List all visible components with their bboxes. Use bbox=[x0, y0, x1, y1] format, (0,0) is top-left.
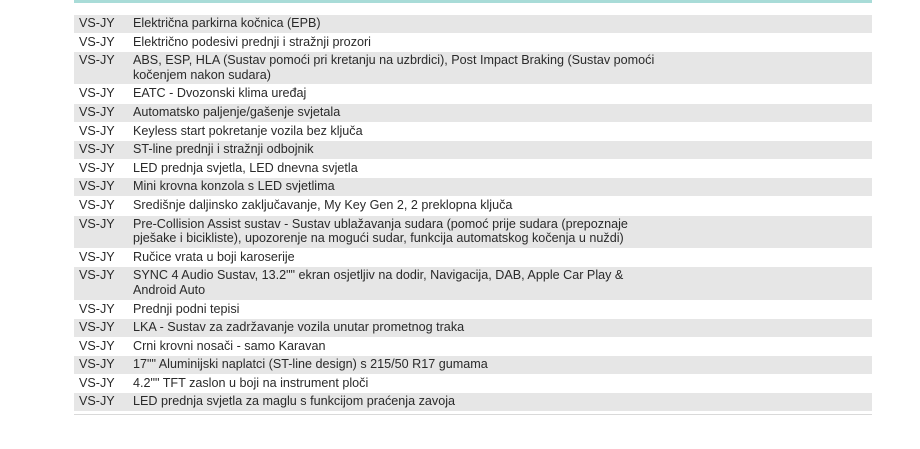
row-description: Mini krovna konzola s LED svjetlima bbox=[131, 178, 872, 197]
row-description: Središnje daljinsko zaključavanje, My Key Gen 2, 2 preklopna ključa bbox=[131, 196, 872, 215]
row-description: EATC - Dvozonski klima uređaj bbox=[131, 85, 872, 104]
row-code: VS-JY bbox=[74, 141, 131, 160]
row-code: VS-JY bbox=[74, 33, 131, 52]
row-code: VS-JY bbox=[74, 159, 131, 178]
row-code: VS-JY bbox=[74, 103, 131, 122]
row-description: Pre-Collision Assist sustav - Sustav ublažavanja sudara (pomoć prije sudara (prepoznaje pješake i bicikliste), upozorenje na mogući sudar, funkcija automatskog kočenja u nuždi) bbox=[131, 215, 872, 248]
row-code: VS-JY bbox=[74, 337, 131, 356]
table-row bbox=[74, 122, 872, 141]
row-code: VS-JY bbox=[74, 300, 131, 319]
table-row bbox=[74, 85, 872, 104]
table-row bbox=[74, 141, 872, 160]
row-code: VS-JY bbox=[74, 267, 131, 300]
row-description: Električno podesivi prednji i stražnji prozori bbox=[131, 33, 872, 52]
table-row bbox=[74, 248, 872, 267]
table-row bbox=[74, 15, 872, 33]
row-description: Automatsko paljenje/gašenje svjetala bbox=[131, 103, 872, 122]
table-row bbox=[74, 393, 872, 412]
row-code: VS-JY bbox=[74, 178, 131, 197]
row-code: VS-JY bbox=[74, 85, 131, 104]
row-description: Ručice vrata u boji karoserije bbox=[131, 248, 872, 267]
row-code: VS-JY bbox=[74, 52, 131, 85]
table-row bbox=[74, 319, 872, 338]
row-description: 4.2"" TFT zaslon u boji na instrument ploči bbox=[131, 374, 872, 393]
row-description: ABS, ESP, HLA (Sustav pomoći pri kretanju na uzbrdici), Post Impact Braking (Sustav pomoći kočenjem nakon sudara) bbox=[131, 52, 872, 85]
table-row bbox=[74, 103, 872, 122]
equipment-table bbox=[74, 15, 872, 412]
table-row bbox=[74, 52, 872, 85]
row-code: VS-JY bbox=[74, 393, 131, 412]
row-description: LED prednja svjetla za maglu s funkcijom praćenja zavoja bbox=[131, 393, 872, 412]
row-code: VS-JY bbox=[74, 374, 131, 393]
row-description: Prednji podni tepisi bbox=[131, 300, 872, 319]
table-row bbox=[74, 356, 872, 375]
spec-sheet bbox=[74, 0, 872, 415]
row-description: Crni krovni nosači - samo Karavan bbox=[131, 337, 872, 356]
row-code: VS-JY bbox=[74, 319, 131, 338]
row-code: VS-JY bbox=[74, 356, 131, 375]
table-row bbox=[74, 159, 872, 178]
row-description: LED prednja svjetla, LED dnevna svjetla bbox=[131, 159, 872, 178]
row-code: VS-JY bbox=[74, 15, 131, 33]
table-row bbox=[74, 33, 872, 52]
table-row bbox=[74, 178, 872, 197]
table-row bbox=[74, 337, 872, 356]
row-code: VS-JY bbox=[74, 215, 131, 248]
table-row bbox=[74, 267, 872, 300]
top-rule bbox=[74, 0, 872, 3]
row-description: ST-line prednji i stražnji odbojnik bbox=[131, 141, 872, 160]
table-row bbox=[74, 374, 872, 393]
table-row bbox=[74, 215, 872, 248]
row-description: LKA - Sustav za zadržavanje vozila unutar prometnog traka bbox=[131, 319, 872, 338]
row-description: Električna parkirna kočnica (EPB) bbox=[131, 15, 872, 33]
row-code: VS-JY bbox=[74, 122, 131, 141]
row-description: 17"" Aluminijski naplatci (ST-line design) s 215/50 R17 gumama bbox=[131, 356, 872, 375]
row-code: VS-JY bbox=[74, 196, 131, 215]
table-row bbox=[74, 300, 872, 319]
row-description: SYNC 4 Audio Sustav, 13.2"" ekran osjetljiv na dodir, Navigacija, DAB, Apple Car Play & Android Auto bbox=[131, 267, 872, 300]
row-description: Keyless start pokretanje vozila bez ključa bbox=[131, 122, 872, 141]
bottom-rule bbox=[74, 414, 872, 415]
table-row bbox=[74, 196, 872, 215]
row-code: VS-JY bbox=[74, 248, 131, 267]
